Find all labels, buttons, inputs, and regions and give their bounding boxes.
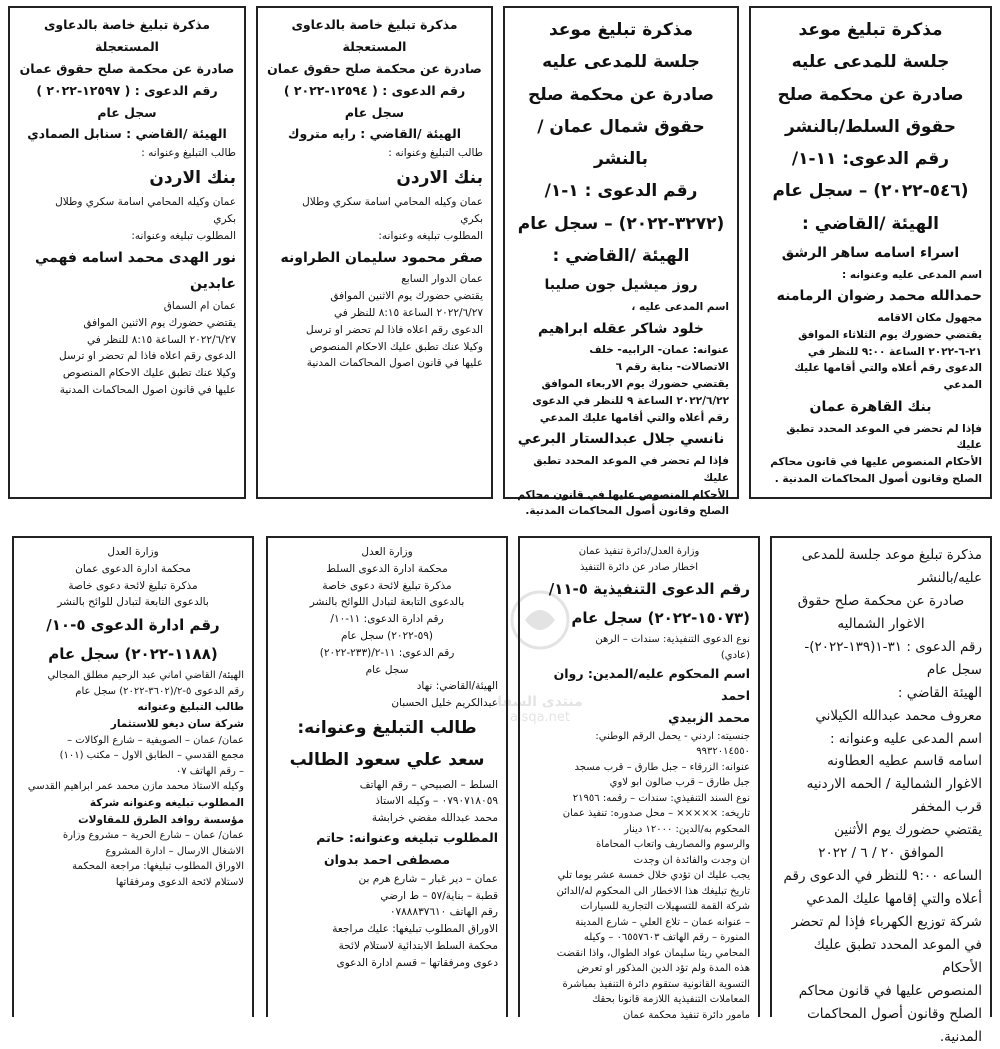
judge-name: معروف محمد عبدالله الكيلاني	[815, 707, 982, 724]
judge-name: الهيئة /القاضي : سنابل الصمادي	[27, 126, 227, 142]
debtor-name: اسم المحكوم عليه/المدين: روان احمد	[553, 666, 750, 703]
plaintiff-name: بنك القاهرة عمان	[809, 399, 932, 416]
notice-title: مذكرة تبليغ موعد	[548, 20, 694, 40]
notice-execution-15073: وزارة العدل/دائرة تنفيذ عمان اخطار صادر عن دائرة التنفيذ رقم الدعوى التنفيذية ٥-١١/ (١٥٠٧٣-٢٠٢٢) سجل عام نوع الدعوى التنفيذية: سندات – الرهن (عادي) اسم المحكوم عليه/المدين: روان احمد محمد الزبيدي جنسيته: اردني - يحمل الرقم الوطني: ٩٩٣٢٠١٤٥٥٠ عنوانه: الزرقاء – جبل طارق – قرب مسجد جبل طارق – قرب صالون ابو لاوي نوع السند التنفيذي: سندات – رقمه: ٢١٩٥٦ تاريخه: ××××× – محل صدوره: تنفيذ عمان المحكوم به/الدين: ١٢٠٠٠ دينار والرسوم والمصاريف واتعاب المحاماة ان وجدت والفائدة ان وجدت يجب عليك ان تؤدي خلال خمسة عشر يوما تلي تاريخ تبليغك هذا الاخطار الى المحكوم له/الدائن شركة القمة للتسهيلات التجارية للسيارات – عنوانه عمان – تلاع العلي – شارع المدينة المنورة – رقم الهاتف ٠٦٥٥٧٦٠٣ – وكيله المحامي ريتا سليمان عواد الطوال، واذا انقضت هذه المدة ولم تؤد الدين المذكور او تعرض التسوية القانونية ستقوم دائرة التنفيذ بمباشرة المعاملات التنفيذية اللازمة قانونا بحقك مامور دائرة تنفيذ محكمة عمان	[518, 536, 760, 1017]
case-number: رقم الدعوى التنفيذية ٥-١١/	[548, 580, 750, 598]
defendant-name: مصطفى احمد بدوان	[323, 851, 451, 867]
case-number: رقم ادارة الدعوى: ١١-١٠/	[330, 613, 444, 626]
notice-urgent-12594: مذكرة تبليغ خاصة بالدعاوى المستعجلة صادرة عن محكمة صلح حقوق عمان رقم الدعوى : ( ١٢٥٩٤-٢٠٢٢ ) سجل عام الهيئة /القاضي : رايه متروك طالب التبليغ وعنوانه : بنك الاردن عمان وكيله المحامي اسامة سكري وطلال بكري المطلوب تبليغه وعنوانه: صقر محمود سليمان الطراونه عمان الدوار السابع يقتضي حضورك يوم الاثنين الموافق ٢٠٢٢/٦/٢٧ الساعة ٨:١٥ للنظر في الدعوى رقم اعلاه فاذا لم تحضر او ترسل وكيلا عنك تطبق عليك الاحكام المنصوص عليها في قانون اصول المحاكمات المدنية	[256, 6, 493, 499]
case-number: رقم الدعوى : ١-١/	[544, 181, 698, 202]
requester-name: بنك الاردن	[149, 168, 236, 189]
case-number: رقم الدعوى : ( ١٢٥٩٧-٢٠٢٢ )	[36, 82, 218, 98]
defendant-name: صقر محمود سليمان الطراونه	[280, 249, 483, 266]
defendant-name: خلود شاكر عقله ابراهيم	[537, 320, 705, 337]
requester-name: بنك الاردن	[396, 168, 483, 189]
notice-title: مذكرة تبليغ موعد جلسة للمدعى	[801, 547, 982, 563]
notice-title: وزارة العدل/دائرة تنفيذ عمان	[578, 546, 700, 557]
judge-name: روز ميشيل جون صليبا	[544, 277, 698, 294]
notice-salt-case-management: وزارة العدل محكمة ادارة الدعوى السلط مذكرة تبليغ لائحة دعوى خاصة بالدعوى التابعة لتبادل اللوائح بالنشر رقم ادارة الدعوى: ١١-١٠/ (٥٩-٢٠٢٢) سجل عام رقم الدعوى: ١١-٢/(٢٣٣-٢٠٢٢) سجل عام الهيئة/القاضي: نهاد عبدالكريم خليل الحسبان طالب التبليغ وعنوانه: سعد علي سعود الطالب السلط – الصبيحي – رقم الهاتف ٠٧٩٠٧١٨٠٥٩ – وكيله الاستاذ محمد عبدالله مفضي خرابشة المطلوب تبليغه وعنوانه: حاتم مصطفى احمد بدوان عمان – دير غبار – شارع هرم بن قطبة – بناية/٥٧ – ط ارضي رقم الهاتف ٠٧٨٨٨٣٧٦١٠ الاوراق المطلوب تبليغها: عليك مراجعة محكمة السلط الابتدائية لاستلام لائحة دعوى ومرفقاتها – قسم ادارة الدعوى	[266, 536, 508, 1017]
defendant-name: حمدالله محمد رضوان الرمامنه	[776, 288, 982, 305]
requester-name: شركة سان ديغو للاستثمار	[110, 717, 244, 730]
notice-urgent-12597: مذكرة تبليغ خاصة بالدعاوى المستعجلة صادرة عن محكمة صلح حقوق عمان رقم الدعوى : ( ١٢٥٩٧-٢٠٢٢ ) سجل عام الهيئة /القاضي : سنابل الصمادي طالب التبليغ وعنوانه : بنك الاردن عمان وكيله المحامي اسامة سكري وطلال بكري المطلوب تبليغه وعنوانه: نور الهدى محمد اسامه فهمي عابدين عمان ام السماق يقتضي حضورك يوم الاثنين الموافق ٢٠٢٢/٦/٢٧ الساعة ٨:١٥ للنظر في الدعوى رقم اعلاه فاذا لم تحضر او ترسل وكيلا عنك تطبق عليك الاحكام المنصوص عليها في قانون اصول المحاكمات المدنية	[8, 6, 246, 499]
judge-name: اسراء اسامه ساهر الرشق	[781, 245, 960, 262]
notice-amman-case-management: وزارة العدل محكمة ادارة الدعوى عمان مذكرة تبليغ لائحة دعوى خاصة بالدعوى التابعة لتبادل للوائح بالنشر رقم ادارة الدعوى ٥-١٠/ (١١٨٨-٢٠٢٢) سجل عام الهيئة/ القاضي اماني عبد الرحيم مطلق المجالي رقم الدعوى ٥-٢/(٣٦٠٢-٢٠٢٢) سجل عام طالب التبليغ وعنوانه شركة سان ديغو للاستثمار عمان/ عمان – الصويفية – شارع الوكالات – مجمع القدسي – الطابق الاول – مكتب (١٠١) – رقم الهاتف ٠٧ وكيله الاستاذ محمد مازن محمد عمر ابراهيم القدسي المطلوب تبليغه وعنوانه شركة مؤسسة روافد الطرق للمقاولات عمان/ عمان – شارع الحرية – مشروع وزارة الاشغال الارسال – ادارة المشروع الاوراق المطلوب تبليغها: مراجعة المحكمة لاستلام لائحة الدعوى ومرفقاتها	[12, 536, 254, 1017]
judge-name: الهيئة/ القاضي اماني عبد الرحيم مطلق المجالي	[47, 670, 244, 682]
judge-name: الهيئة/القاضي: نهاد	[416, 680, 498, 693]
notice-title: مذكرة تبليغ موعد	[798, 20, 943, 40]
notice-north-amman-court: مذكرة تبليغ موعد جلسة للمدعى عليه صادرة عن محكمة صلح حقوق شمال عمان /بالنشر رقم الدعوى : ١-١/ (٣٢٧٢-٢٠٢٢) – سجل عام الهيئة /القاضي : روز ميشيل جون صليبا اسم المدعى عليه ، خلود شاكر عقله ابراهيم عنوانه: عمان- الرابيه- خلف الاتصالات- بناية رقم ٦ يقتضي حضورك يوم الاربعاء الموافق ٢٠٢٢/٦/٢٢ الساعة ٩ للنظر في الدعوى رقم أعلاه والتي أقامها عليك المدعي نانسي جلال عبدالستار البرعي فإذا لم تحضر في الموعد المحدد تطبق عليك الأحكام المنصوص عليها في قانون محاكم الصلح وقانون أصول المحاكمات المدنية.	[503, 6, 739, 499]
case-number: رقم الدعوى : ٣١-١(١٣٩-٢٠٢٢)-	[804, 638, 982, 655]
notice-title: مذكرة تبليغ خاصة بالدعاوى المستعجلة	[291, 17, 458, 54]
defendant-name: نور الهدى محمد اسامه فهمي عابدين	[35, 249, 236, 293]
plaintiff-name: شركة توزيع الكهرباء فإذا لم تحضر	[791, 914, 982, 930]
notice-title: وزارة العدل	[107, 546, 159, 558]
notice-northern-ghor-court: مذكرة تبليغ موعد جلسة للمدعى عليه/بالنشر صادرة عن محكمة صلح حقوق الاغوار الشماليه رقم الدعوى : ٣١-١(١٣٩-٢٠٢٢)- سجل عام الهيئة القاضي : معروف محمد عبدالله الكيلاني اسم المدعى عليه وعنوانه : اسامه قاسم عطيه العطاونه الاغوار الشمالية / الحمه الاردنيه قرب المخفر يقتضي حضورك يوم الأثنين الموافق ٢٠ / ٦ / ٢٠٢٢ الساعه ٩:٠٠ للنظر في الدعوى رقم أعلاه والتي إقامها عليك المدعي شركة توزيع الكهرباء فإذا لم تحضر في الموعد المحدد تطبق عليك الأحكام المنصوص عليها في قانون محاكم الصلح وقانون أصول المحاكمات المدنية.	[770, 536, 992, 1017]
requester-name: سعد علي سعود الطالب	[289, 750, 485, 771]
notice-salt-court: مذكرة تبليغ موعد جلسة للمدعى عليه صادرة عن محكمة صلح حقوق السلط/بالنشر رقم الدعوى: ١١-١/ (٥٤٦-٢٠٢٢) – سجل عام الهيئة /القاضي : اسراء اسامه ساهر الرشق اسم المدعى عليه وعنوانه : حمدالله محمد رضوان الرمامنه مجهول مكان الاقامه يقتضي حضورك يوم الثلاثاء الموافق ٢١-٦-٢٠٢٢ الساعة ٩:٠٠ للنظر في الدعوى رقم أعلاه والتي أقامها عليك المدعي بنك القاهرة عمان فإذا لم تحضر في الموعد المحدد تطبق عليك الأحكام المنصوص عليها في قانون محاكم الصلح وقانون أصول المحاكمات المدنية .	[749, 6, 992, 499]
case-number: رقم الدعوى : ( ١٢٥٩٤-٢٠٢٢ )	[283, 82, 466, 98]
defendant-name: اسامه قاسم عطيه العطاونه	[827, 753, 982, 770]
case-number: رقم الدعوى: ١١-١/	[791, 149, 950, 170]
case-number: رقم ادارة الدعوى ٥-١٠/	[46, 616, 220, 635]
judge-name: الهيئة /القاضي : رايه متروك	[288, 126, 461, 142]
notice-title: وزارة العدل	[361, 546, 413, 558]
notice-title: مذكرة تبليغ خاصة بالدعاوى المستعجلة	[43, 17, 211, 54]
plaintiff-name: نانسي جلال عبدالستار البرعي	[517, 431, 725, 448]
defendant-name: مؤسسة روافد الطرق للمقاولات	[78, 813, 244, 826]
